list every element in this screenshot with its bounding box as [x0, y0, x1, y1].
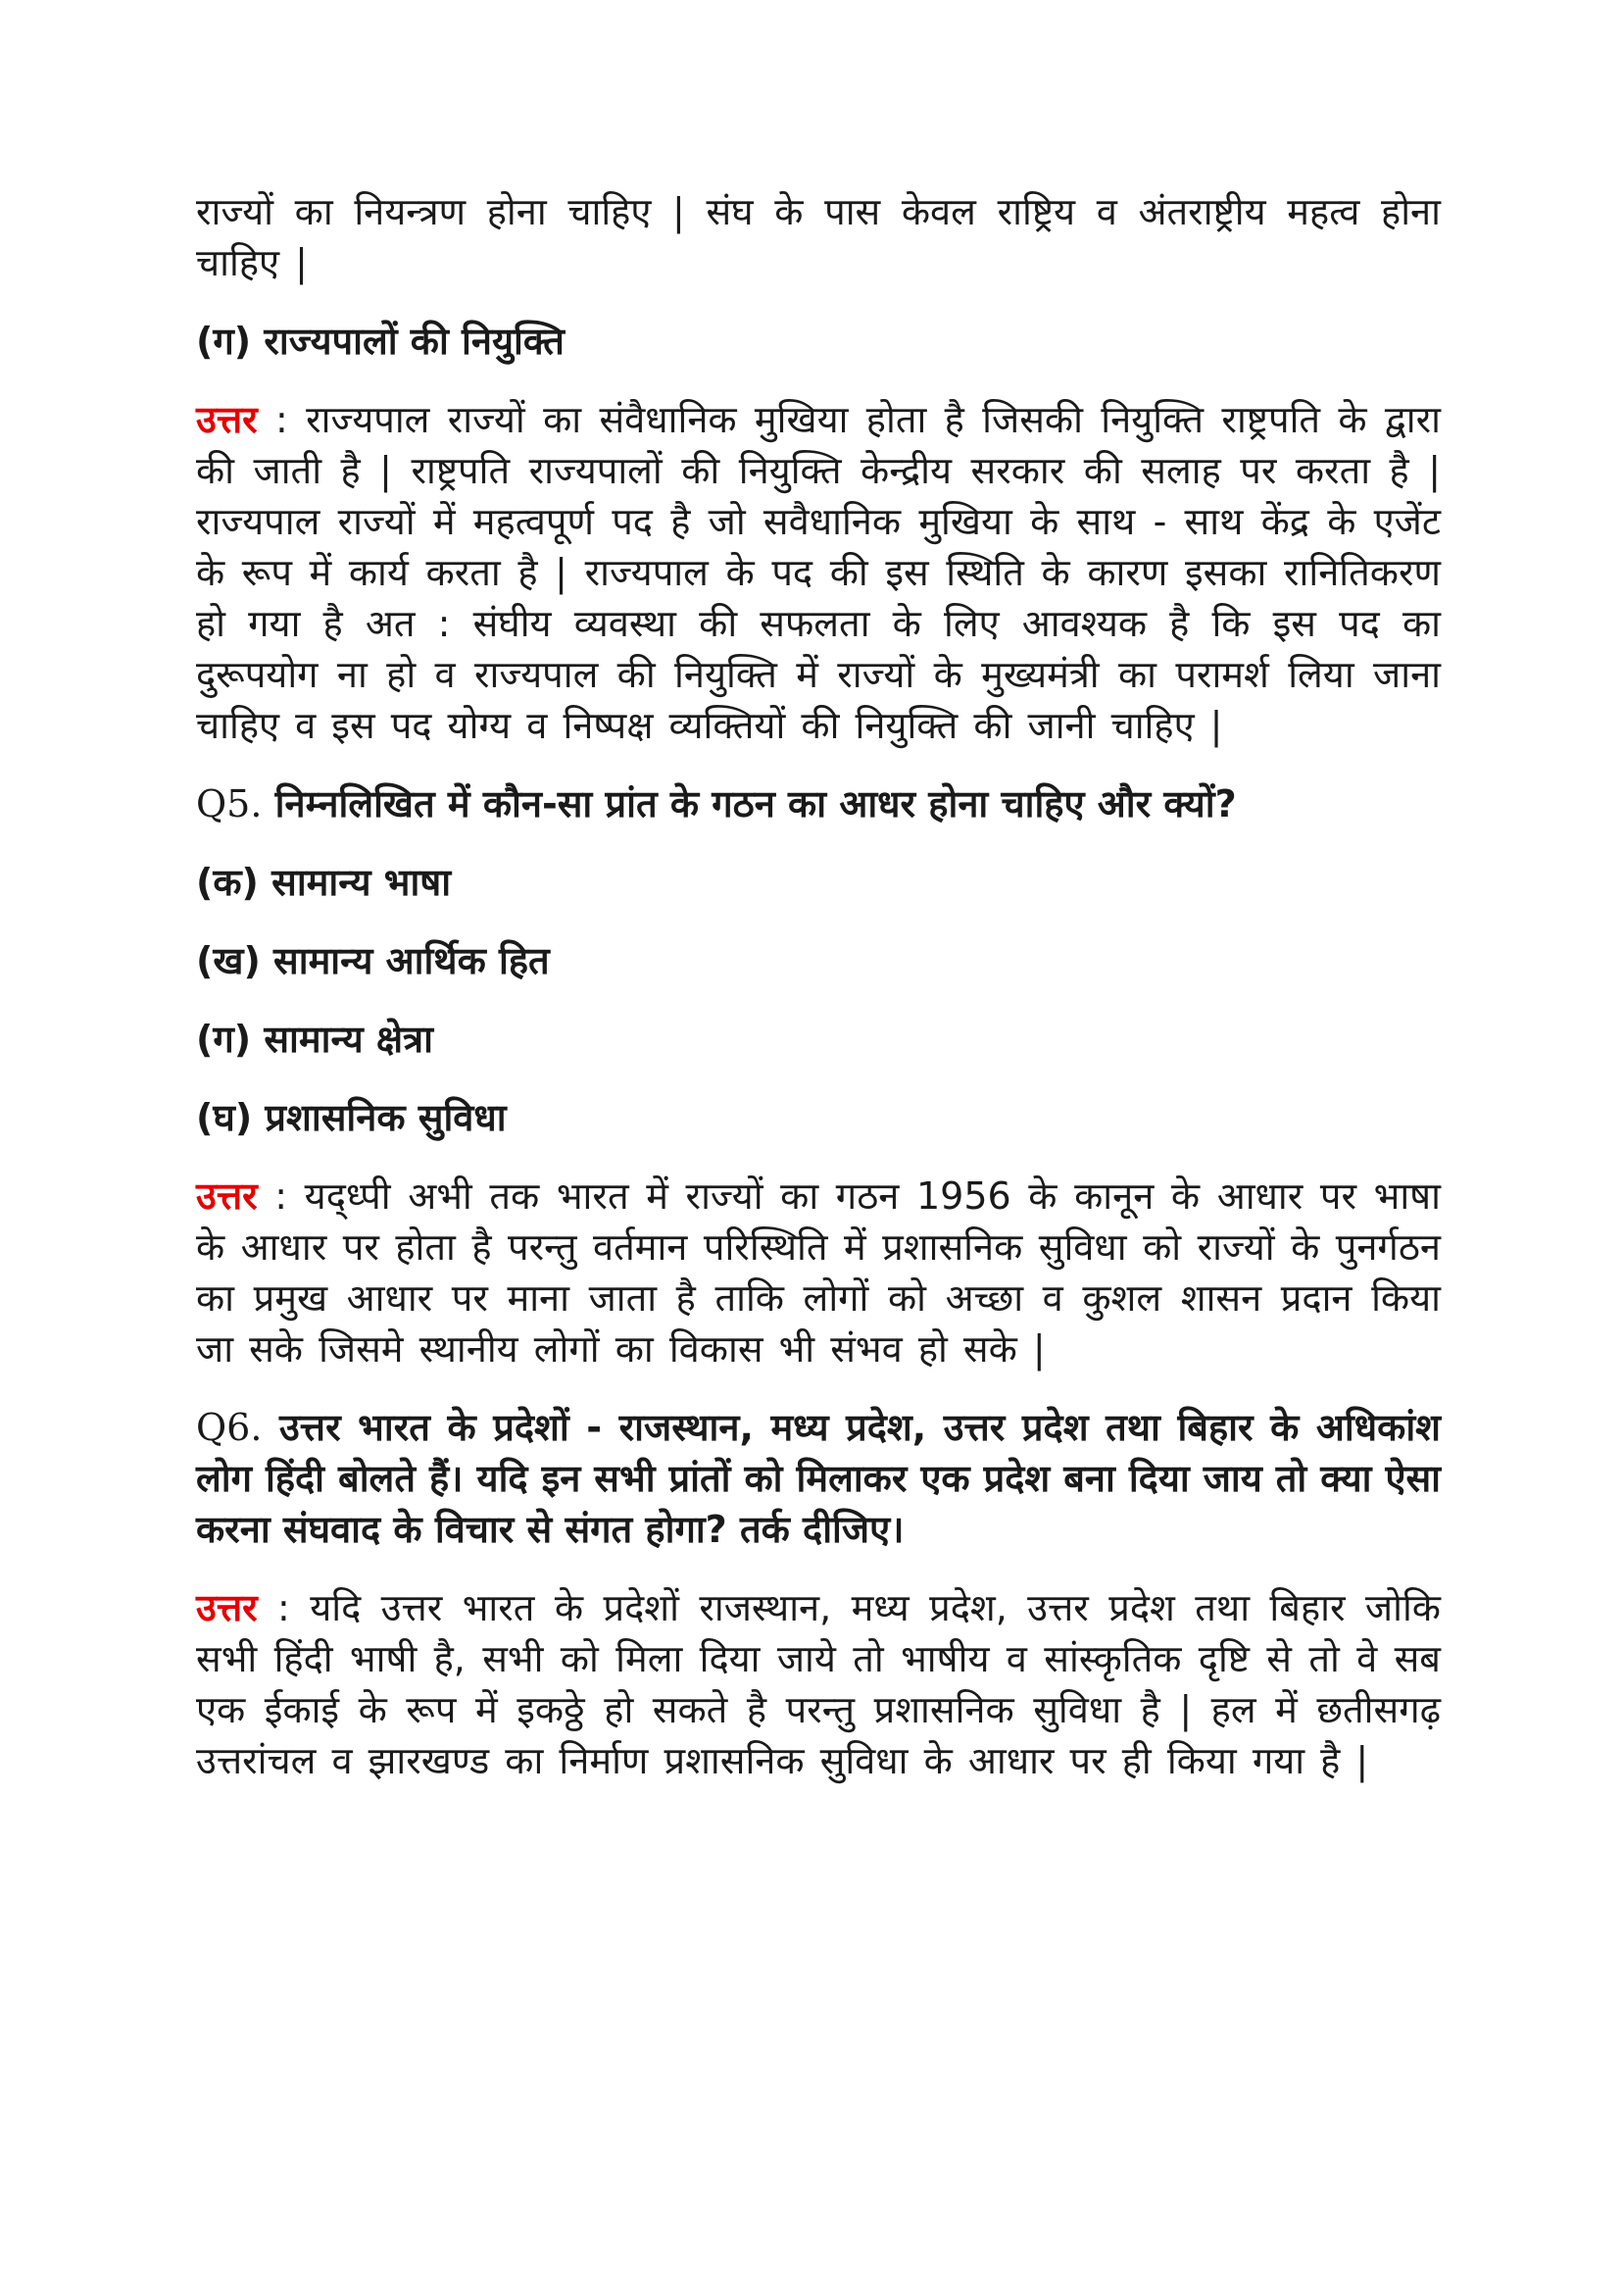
- q5-option-a: (क) सामान्य भाषा: [196, 861, 452, 904]
- q5-question: [196, 778, 1441, 829]
- answer-label: उत्तर: [196, 398, 258, 441]
- document-page: [196, 186, 1441, 1814]
- answer-label: उत्तर: [196, 1174, 258, 1218]
- q6-question: [196, 1402, 1441, 1555]
- section-g-answer: [196, 394, 1441, 751]
- answer-label: उत्तर: [196, 1586, 258, 1629]
- question-text: उत्तर भारत के प्रदेशों - राजस्थान, मध्य प्रदेश, उत्तर प्रदेश तथा बिहार के अधिकांश लोग हिंदी बोलते हैं। यदि इन सभी प्रांतों को मिलाकर एक प्रदेश बना दिया जाय तो क्या ऐसा करना संघवाद के विचार से संगत होगा? तर्क दीजिए।: [196, 1406, 1441, 1551]
- answer-text: : राज्यपाल राज्यों का संवैधानिक मुखिया होता है जिसकी नियुक्ति राष्ट्रपति के द्वारा की जाती है | राष्ट्रपति राज्यपालों की नियुक्ति केन्द्रीय सरकार की सलाह पर करता है | राज्यपाल राज्यों में महत्वपूर्ण पद है जो सवैधानिक मुखिया के साथ - साथ केंद्र के एजेंट के रूप में कार्य करता है | राज्यपाल के पद की इस स्थिति के कारण इसका रानितिकरण हो गया है अत : संघीय व्यवस्था की सफलता के लिए आवश्यक है कि इस पद का दुरूपयोग ना हो व राज्यपाल की नियुक्ति में राज्यों के मुख्यमंत्री का परामर्श लिया जाना चाहिए व इस पद योग्य व निष्पक्ष व्यक्तियों की नियुक्ति की जानी चाहिए |: [196, 398, 1441, 747]
- answer-text: : यदि उत्तर भारत के प्रदेशों राजस्थान, मध्य प्रदेश, उत्तर प्रदेश तथा बिहार जोकि सभी हिंदी भाषी है, सभी को मिला दिया जाये तो भाषीय व सांस्कृतिक दृष्टि से तो वे सब एक ईकाई के रूप में इकठ्ठे हो सकते है परन्तु प्रशासनिक सुविधा है | हल में छतीसगढ़ उत्तरांचल व झारखण्ड का निर्माण प्रशासनिक सुविधा के आधार पर ही किया गया है |: [196, 1586, 1441, 1782]
- q5-option-d: (घ) प्रशासनिक सुविधा: [196, 1096, 507, 1139]
- q5-option-c: (ग) सामान्य क्षेत्रा: [196, 1018, 433, 1061]
- q6-answer: [196, 1582, 1441, 1786]
- intro-paragraph: राज्यों का नियन्त्रण होना चाहिए | संघ के पास केवल राष्ट्रिय व अंतराष्ट्रीय महत्व होना चाहिए |: [196, 190, 1441, 284]
- question-number: Q5.: [196, 782, 263, 825]
- question-text: निम्नलिखित में कौन-सा प्रांत के गठन का आधर होना चाहिए और क्यों?: [262, 782, 1237, 825]
- section-g-heading: (ग) राज्यपालों की नियुक्ति: [196, 320, 565, 363]
- question-number: Q6.: [196, 1406, 263, 1449]
- answer-text: : यद्ध्पी अभी तक भारत में राज्यों का गठन 1956 के कानून के आधार पर भाषा के आधार पर होता है परन्तु वर्तमान परिस्थिति में प्रशासनिक सुविधा को राज्यों के पुनर्गठन का प्रमुख आधार पर माना जाता है ताकि लोगों को अच्छा व कुशल शासन प्रदान किया जा सके जिसमे स्थानीय लोगों का विकास भी संभव हो सके |: [196, 1174, 1441, 1371]
- q5-answer: [196, 1171, 1441, 1374]
- q5-option-b: (ख) सामान्य आर्थिक हित: [196, 939, 550, 982]
